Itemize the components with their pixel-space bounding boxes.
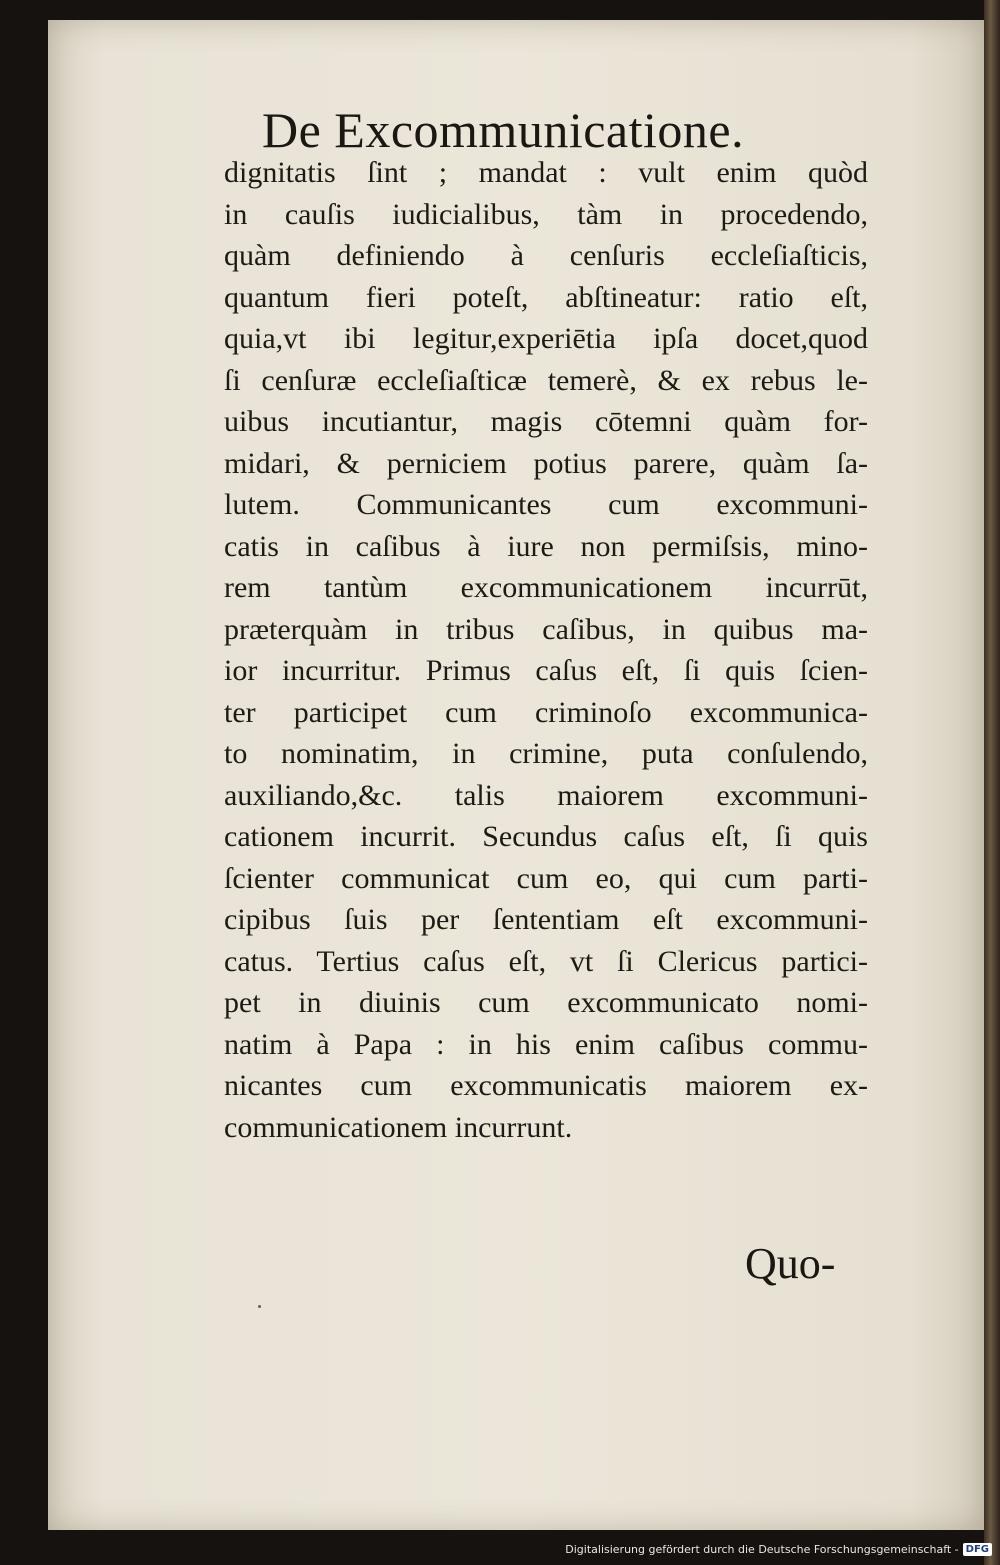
text-line: catus. Tertius caſus eſt, vt ſi Clericus partici- <box>224 944 868 978</box>
text-line: in cauſis iudicialibus, tàm in procedendo, <box>224 197 868 231</box>
body-text <box>224 152 868 1148</box>
text-line: pet in diuinis cum excommunicato nomi- <box>224 986 868 1019</box>
text-line: præterquàm in tribus caſibus, in quibus ma- <box>224 612 868 646</box>
paper-speck <box>258 1305 261 1308</box>
text-line: quia,vt ibi legitur,experiētia ipſa docet,quod <box>224 322 868 355</box>
text-line: ior incurritur. Primus caſus eſt, ſi quis ſcien- <box>224 654 868 687</box>
text-line: midari, & perniciem potius parere, quàm ſa- <box>224 446 868 480</box>
text-line: quàm definiendo à cenſuris eccleſiaſticis, <box>224 239 868 272</box>
running-head: De Excommunicatione. <box>262 102 745 158</box>
text-line: to nominatim, in crimine, puta conſulendo, <box>224 737 868 770</box>
text-line: cipibus ſuis per ſententiam eſt excommuni- <box>224 903 868 936</box>
credit-text: Digitalisierung gefördert durch die Deutsche Forschungsgemeinschaft - <box>565 1542 959 1556</box>
text-line: cationem incurrit. Secundus caſus eſt, ſi quis <box>224 820 868 853</box>
text-line: dignitatis ſint ; mandat : vult enim quòd <box>224 156 868 189</box>
page-edge <box>984 0 1000 1565</box>
text-line: ſi cenſuræ eccleſiaſticæ temerè, & ex rebus le- <box>224 363 868 397</box>
text-line: ter participet cum criminoſo excommunica- <box>224 695 868 729</box>
catchword: Quo- <box>745 1239 836 1288</box>
text-line: uibus incutiantur, magis cōtemni quàm for- <box>224 405 868 438</box>
text-line: nicantes cum excommunicatis maiorem ex- <box>224 1069 868 1102</box>
text-line: natim à Papa : in his enim caſibus commu- <box>224 1027 868 1061</box>
text-line: rem tantùm excommunicationem incurrūt, <box>224 571 868 604</box>
text-line: ſcienter communicat cum eo, qui cum parti- <box>224 861 868 895</box>
text-line: catis in caſibus à iure non permiſsis, mino- <box>224 529 868 563</box>
dfg-logo-icon: DFG <box>963 1543 992 1556</box>
digitization-credit <box>565 1539 992 1559</box>
text-line: quantum fieri poteſt, abſtineatur: ratio eſt, <box>224 280 868 314</box>
text-line: lutem. Communicantes cum excommuni- <box>224 488 868 521</box>
text-line: communicationem incurrunt. <box>224 1110 573 1144</box>
text-line: auxiliando,&c. talis maiorem excommuni- <box>224 778 868 812</box>
